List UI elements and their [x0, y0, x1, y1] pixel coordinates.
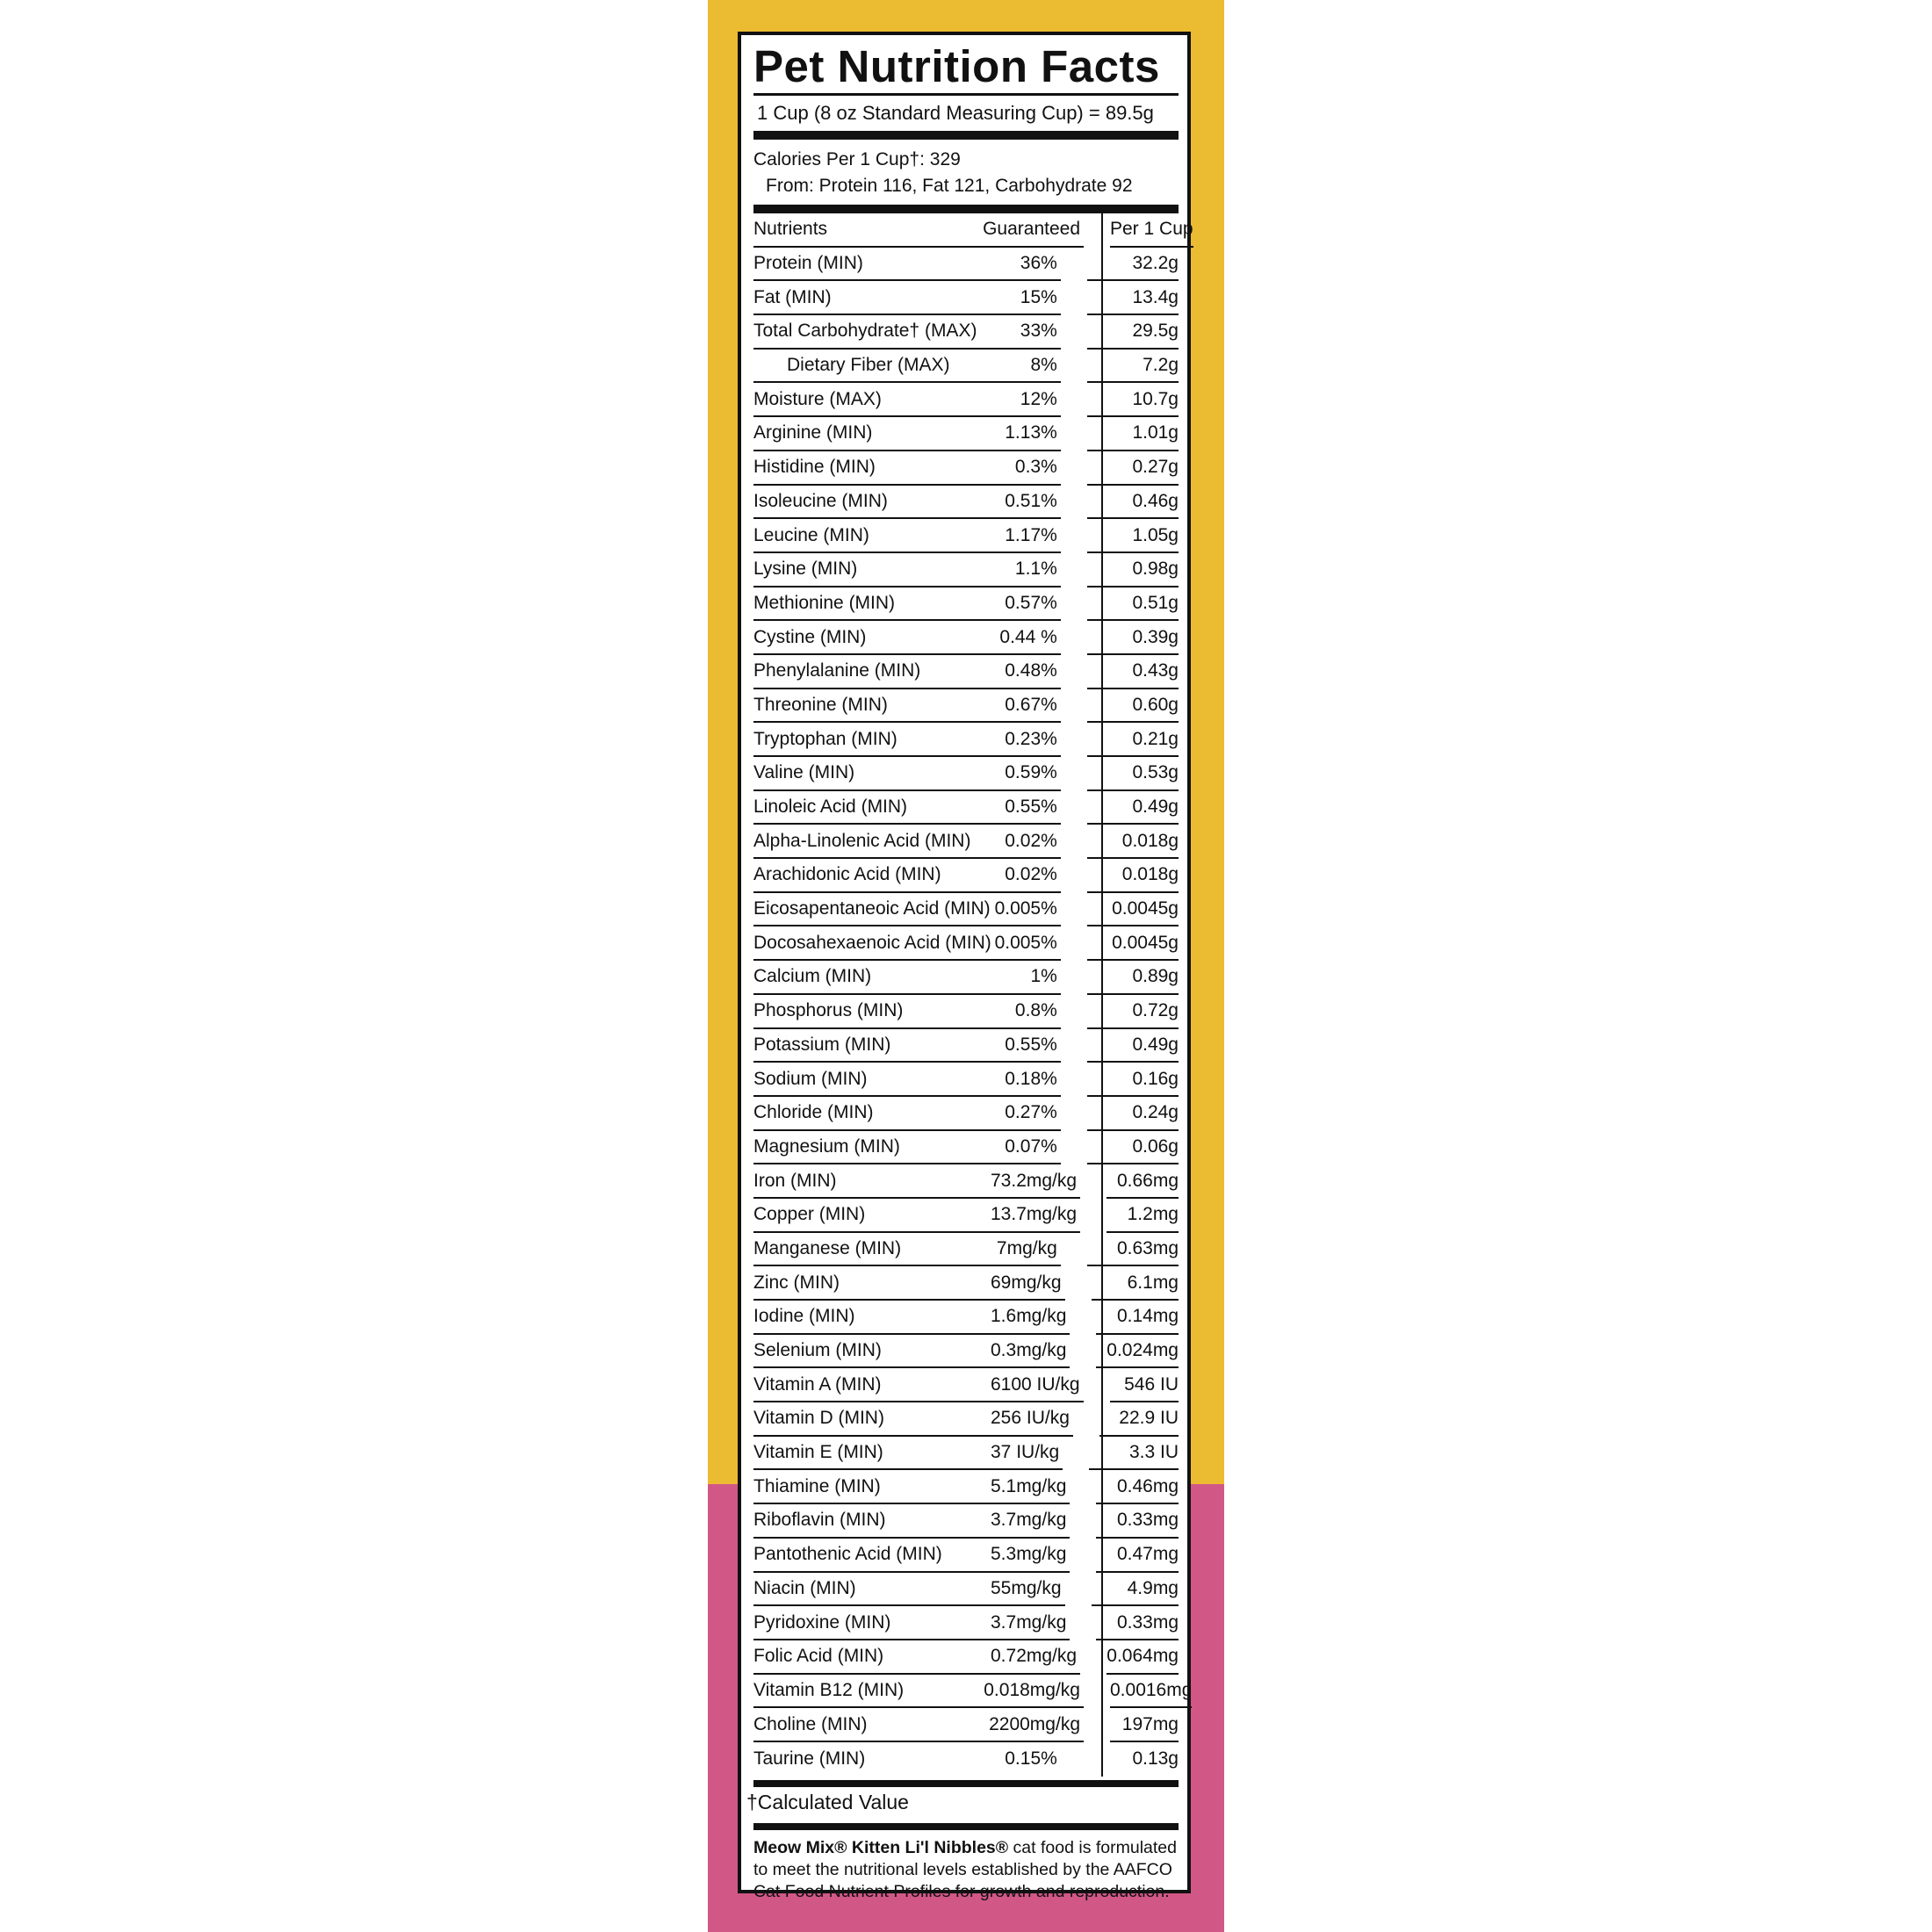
guaranteed-value: 0.72mg/kg	[991, 1646, 1078, 1667]
column-header-guaranteed: Guaranteed	[983, 219, 1080, 240]
serving-size: 1 Cup (8 oz Standard Measuring Cup) = 89.5g	[753, 93, 1179, 131]
guaranteed-value: 7mg/kg	[996, 1237, 1057, 1258]
per-cup-value: 0.49g	[1087, 1029, 1179, 1063]
nutrient-name: Lysine (MIN)	[753, 559, 858, 580]
table-row	[753, 417, 1179, 451]
per-cup-value: 0.53g	[1087, 757, 1179, 791]
nutrient-name: Alpha-Linolenic Acid (MIN)	[753, 830, 971, 851]
per-cup-value: 3.3 IU	[1089, 1437, 1179, 1471]
thick-divider	[753, 131, 1179, 140]
table-row	[753, 791, 1179, 825]
table-row	[753, 383, 1179, 417]
guaranteed-value: 0.44 %	[999, 626, 1057, 647]
nutrient-name: Protein (MIN)	[753, 253, 863, 274]
guaranteed-value: 0.57%	[1005, 592, 1057, 613]
table-row	[753, 655, 1179, 689]
table-row	[753, 1266, 1179, 1301]
table-row	[753, 1335, 1179, 1369]
nutrient-name: Arachidonic Acid (MIN)	[753, 864, 941, 885]
table-row	[753, 1470, 1179, 1504]
nutrient-name: Cystine (MIN)	[753, 626, 867, 647]
nutrient-name: Moisture (MAX)	[753, 388, 882, 409]
per-cup-value: 6.1mg	[1092, 1266, 1179, 1301]
per-cup-value: 7.2g	[1087, 350, 1179, 384]
nutrient-name: Calcium (MIN)	[753, 966, 872, 987]
per-cup-value: 0.14mg	[1096, 1301, 1179, 1335]
table-header-row	[753, 213, 1193, 248]
guaranteed-value: 36%	[1020, 253, 1057, 274]
per-cup-value: 29.5g	[1087, 315, 1179, 350]
per-cup-value: 0.46mg	[1096, 1470, 1179, 1504]
nutrient-name: Riboflavin (MIN)	[753, 1510, 886, 1531]
per-cup-value: 0.39g	[1087, 621, 1179, 655]
nutrient-name: Valine (MIN)	[753, 762, 855, 783]
table-row	[753, 1131, 1179, 1165]
per-cup-value: 546 IU	[1110, 1368, 1179, 1402]
nutrient-name: Phenylalanine (MIN)	[753, 660, 921, 681]
table-row	[753, 1708, 1179, 1742]
guaranteed-value: 1.6mg/kg	[991, 1306, 1067, 1327]
table-row	[753, 961, 1179, 995]
product-name: Meow Mix® Kitten Li'l Nibbles®	[753, 1837, 1009, 1857]
table-row	[753, 1301, 1179, 1335]
per-cup-value: 0.72g	[1087, 995, 1179, 1029]
table-row	[753, 1640, 1179, 1675]
per-cup-value: 0.63mg	[1087, 1233, 1179, 1267]
nutrient-name: Folic Acid (MIN)	[753, 1646, 884, 1667]
table-row	[753, 1504, 1179, 1539]
guaranteed-value: 0.23%	[1005, 728, 1057, 749]
table-row	[753, 1199, 1179, 1233]
nutrient-name: Thiamine (MIN)	[753, 1475, 881, 1496]
nutrient-name: Eicosapentaneoic Acid (MIN)	[753, 898, 991, 919]
table-row	[753, 1539, 1179, 1573]
nutrient-name: Tryptophan (MIN)	[753, 728, 898, 749]
nutrient-name: Total Carbohydrate† (MAX)	[753, 321, 977, 342]
per-cup-value: 10.7g	[1087, 383, 1179, 417]
table-row	[753, 451, 1179, 486]
guaranteed-value: 0.07%	[1005, 1135, 1057, 1157]
per-cup-value: 0.46g	[1087, 486, 1179, 520]
per-cup-value: 0.018g	[1087, 859, 1179, 893]
guaranteed-value: 5.1mg/kg	[991, 1475, 1067, 1496]
per-cup-value: 0.16g	[1087, 1063, 1179, 1097]
footnote: †Calculated Value	[746, 1790, 909, 1813]
guaranteed-value: 0.005%	[994, 932, 1057, 953]
per-cup-value: 1.05g	[1087, 519, 1179, 553]
table-row	[753, 1675, 1193, 1709]
guaranteed-value: 15%	[1020, 286, 1057, 307]
table-row	[753, 1606, 1179, 1640]
nutrient-name: Zinc (MIN)	[753, 1272, 840, 1293]
table-row	[753, 757, 1179, 791]
per-cup-value: 0.0045g	[1087, 893, 1179, 927]
per-cup-value: 4.9mg	[1092, 1573, 1179, 1607]
nutrient-name: Histidine (MIN)	[753, 457, 876, 478]
guaranteed-value: 0.3mg/kg	[991, 1340, 1067, 1361]
table-row	[753, 1437, 1179, 1471]
guaranteed-value: 3.7mg/kg	[991, 1611, 1067, 1633]
guaranteed-value: 1.17%	[1005, 524, 1057, 545]
per-cup-value: 0.018g	[1087, 825, 1179, 859]
guaranteed-value: 0.02%	[1005, 864, 1057, 885]
per-cup-value: 0.13g	[1132, 1748, 1179, 1770]
per-cup-value: 1.2mg	[1107, 1199, 1179, 1233]
table-row	[753, 1097, 1179, 1131]
nutrient-name: Dietary Fiber (MAX)	[787, 355, 950, 376]
table-row	[753, 248, 1179, 282]
nutrient-name: Phosphorus (MIN)	[753, 1000, 904, 1021]
guaranteed-value: 0.18%	[1005, 1068, 1057, 1089]
guaranteed-value: 37 IU/kg	[991, 1442, 1060, 1463]
guaranteed-value: 69mg/kg	[991, 1272, 1062, 1293]
nutrient-name: Leucine (MIN)	[753, 524, 869, 545]
column-divider	[1101, 213, 1103, 1777]
calories-line: Calories Per 1 Cup†: 329	[753, 149, 961, 169]
statement-text: cat food is formulated to meet the nutritional levels established by the AAFCO Cat Food Nutrient Profiles for growth and reproduction.	[753, 1837, 1177, 1901]
aafco-statement	[753, 1830, 1179, 1903]
guaranteed-value: 2200mg/kg	[989, 1713, 1080, 1734]
table-row	[753, 1029, 1179, 1063]
per-cup-value: 0.60g	[1087, 689, 1179, 724]
table-row	[753, 893, 1179, 927]
table-row	[753, 588, 1179, 622]
guaranteed-value: 12%	[1020, 388, 1057, 409]
thick-divider	[753, 1823, 1179, 1830]
per-cup-value: 0.024mg	[1096, 1335, 1179, 1369]
per-cup-value: 1.01g	[1087, 417, 1179, 451]
guaranteed-value: 0.3%	[1014, 457, 1057, 478]
nutrient-name: Threonine (MIN)	[753, 694, 888, 715]
panel-title: Pet Nutrition Facts	[753, 41, 1160, 91]
nutrient-name: Potassium (MIN)	[753, 1034, 891, 1055]
per-cup-value: 0.89g	[1087, 961, 1179, 995]
guaranteed-value: 0.8%	[1014, 1000, 1057, 1021]
nutrient-name: Selenium (MIN)	[753, 1340, 882, 1361]
nutrient-name: Docosahexaenoic Acid (MIN)	[753, 932, 991, 953]
table-row	[753, 486, 1179, 520]
table-row	[753, 350, 1179, 384]
column-header-nutrients: Nutrients	[753, 219, 828, 240]
per-cup-value: 0.49g	[1087, 791, 1179, 825]
table-row	[753, 621, 1179, 655]
table-row	[753, 1573, 1179, 1607]
table-row	[753, 553, 1179, 588]
guaranteed-value: 0.27%	[1005, 1102, 1057, 1123]
guaranteed-value: 33%	[1020, 321, 1057, 342]
per-cup-value: 0.24g	[1087, 1097, 1179, 1131]
table-row	[753, 995, 1179, 1029]
per-cup-value: 13.4g	[1087, 281, 1179, 315]
per-cup-value: 0.0016mg	[1110, 1675, 1192, 1709]
nutrient-name: Chloride (MIN)	[753, 1102, 874, 1123]
per-cup-value: 32.2g	[1087, 248, 1179, 282]
nutrient-name: Linoleic Acid (MIN)	[753, 797, 908, 818]
nutrient-name: Vitamin D (MIN)	[753, 1408, 884, 1429]
thick-divider	[753, 205, 1179, 213]
nutrient-name: Iodine (MIN)	[753, 1306, 855, 1327]
per-cup-value: 0.51g	[1087, 588, 1179, 622]
table-row	[753, 1233, 1179, 1267]
per-cup-value: 0.47mg	[1096, 1539, 1179, 1573]
nutrient-name: Sodium (MIN)	[753, 1068, 868, 1089]
nutrient-name: Vitamin A (MIN)	[753, 1373, 882, 1395]
guaranteed-value: 55mg/kg	[991, 1577, 1062, 1598]
guaranteed-value: 0.55%	[1005, 1034, 1057, 1055]
guaranteed-value: 0.59%	[1005, 762, 1057, 783]
guaranteed-value: 73.2mg/kg	[991, 1170, 1078, 1191]
nutrient-name: Pyridoxine (MIN)	[753, 1611, 891, 1633]
table-row	[753, 859, 1179, 893]
per-cup-value: 22.9 IU	[1099, 1402, 1179, 1437]
table-row	[753, 519, 1179, 553]
per-cup-value: 0.66mg	[1107, 1164, 1179, 1199]
guaranteed-value: 0.48%	[1005, 660, 1057, 681]
guaranteed-value: 8%	[1030, 355, 1057, 376]
table-row	[753, 1368, 1179, 1402]
nutrient-table	[753, 213, 1193, 1777]
nutrient-name: Pantothenic Acid (MIN)	[753, 1544, 942, 1565]
guaranteed-value: 1%	[1030, 966, 1057, 987]
table-row	[753, 926, 1179, 961]
nutrient-name: Fat (MIN)	[753, 286, 832, 307]
guaranteed-value: 0.55%	[1005, 797, 1057, 818]
thick-divider	[753, 1780, 1179, 1787]
nutrient-name: Vitamin E (MIN)	[753, 1442, 883, 1463]
per-cup-value: 0.33mg	[1096, 1606, 1179, 1640]
nutrient-name: Taurine (MIN)	[753, 1748, 866, 1770]
nutrient-name: Arginine (MIN)	[753, 422, 873, 443]
nutrient-name: Choline (MIN)	[753, 1713, 868, 1734]
guaranteed-value: 1.13%	[1005, 422, 1057, 443]
nutrient-name: Iron (MIN)	[753, 1170, 837, 1191]
table-row	[753, 1402, 1179, 1437]
guaranteed-value: 3.7mg/kg	[991, 1510, 1067, 1531]
calories-breakdown: From: Protein 116, Fat 121, Carbohydrate 92	[766, 176, 1133, 196]
guaranteed-value: 6100 IU/kg	[991, 1373, 1080, 1395]
nutrient-name: Niacin (MIN)	[753, 1577, 856, 1598]
per-cup-value: 0.43g	[1087, 655, 1179, 689]
per-cup-value: 0.98g	[1087, 553, 1179, 588]
nutrient-name: Magnesium (MIN)	[753, 1135, 900, 1157]
nutrient-name: Methionine (MIN)	[753, 592, 896, 613]
nutrient-name: Copper (MIN)	[753, 1204, 866, 1225]
per-cup-value: 0.27g	[1087, 451, 1179, 486]
guaranteed-value: 0.02%	[1005, 830, 1057, 851]
guaranteed-value: 256 IU/kg	[991, 1408, 1070, 1429]
column-header-per-cup: Per 1 Cup	[1110, 213, 1193, 248]
per-cup-value: 197mg	[1110, 1708, 1179, 1742]
table-row	[753, 723, 1179, 757]
per-cup-value: 0.33mg	[1096, 1504, 1179, 1539]
guaranteed-value: 0.018mg/kg	[984, 1679, 1080, 1700]
per-cup-value: 0.064mg	[1107, 1640, 1179, 1675]
guaranteed-value: 1.1%	[1014, 559, 1057, 580]
calories-section	[753, 140, 1179, 205]
guaranteed-value: 5.3mg/kg	[991, 1544, 1067, 1565]
nutrition-facts-panel	[738, 32, 1193, 1901]
guaranteed-value: 13.7mg/kg	[991, 1204, 1078, 1225]
guaranteed-value: 0.51%	[1005, 490, 1057, 511]
guaranteed-value: 0.15%	[1005, 1748, 1057, 1770]
nutrient-name: Vitamin B12 (MIN)	[753, 1679, 905, 1700]
per-cup-value: 0.0045g	[1087, 926, 1179, 961]
table-row	[753, 689, 1179, 724]
table-row	[753, 1742, 1179, 1777]
nutrient-name: Isoleucine (MIN)	[753, 490, 888, 511]
table-row	[753, 825, 1179, 859]
guaranteed-value: 0.67%	[1005, 694, 1057, 715]
nutrient-name: Manganese (MIN)	[753, 1237, 902, 1258]
table-row	[753, 315, 1179, 350]
table-row	[753, 281, 1179, 315]
table-row	[753, 1164, 1179, 1199]
per-cup-value: 0.21g	[1087, 723, 1179, 757]
table-row	[753, 1063, 1179, 1097]
guaranteed-value: 0.005%	[994, 898, 1057, 919]
per-cup-value: 0.06g	[1087, 1131, 1179, 1165]
